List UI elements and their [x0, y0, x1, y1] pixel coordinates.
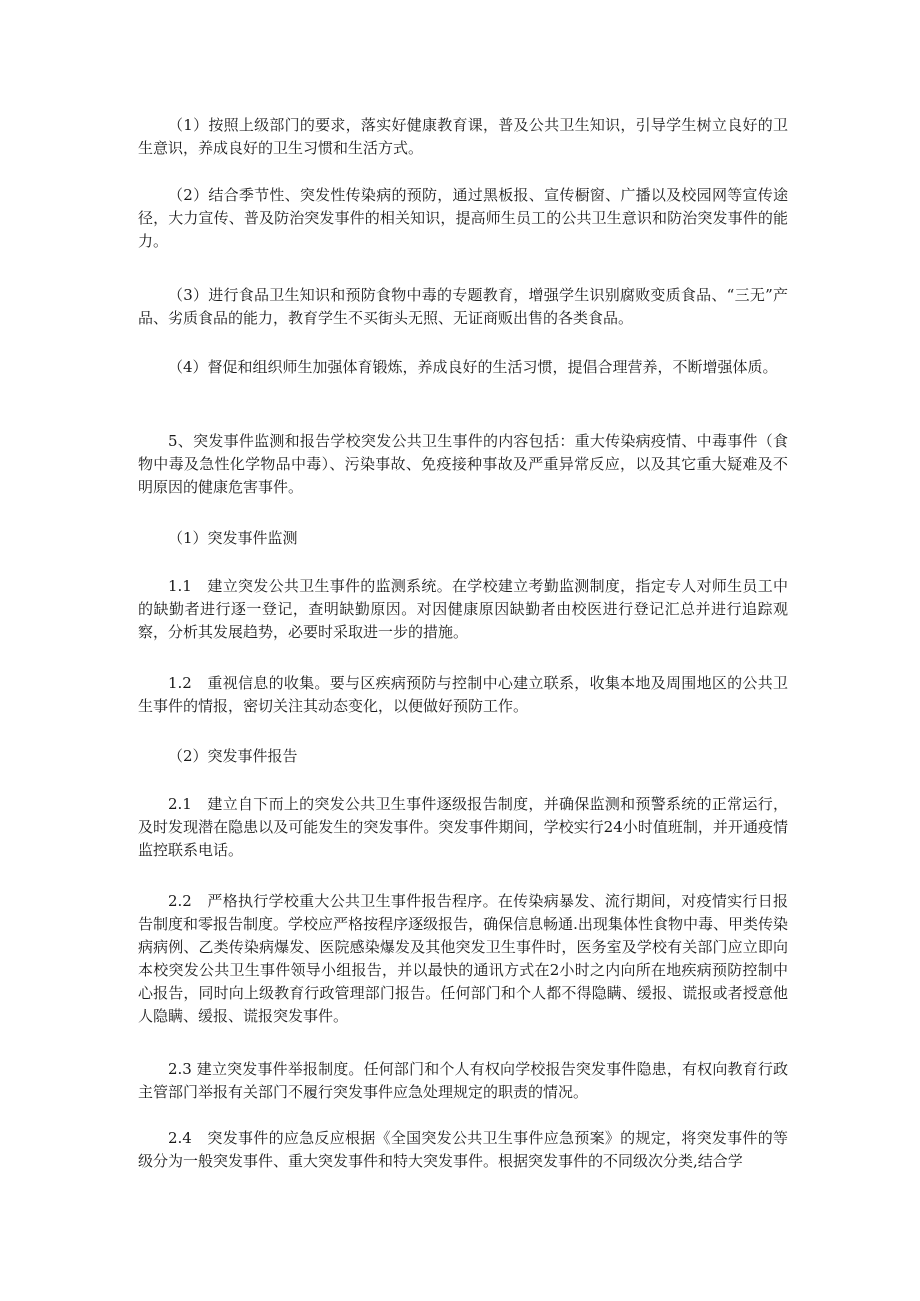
paragraph-1-2: 1.2 重视信息的收集。要与区疾病预防与控制中心建立联系，收集本地及周围地区的公共卫生事件的情报，密切关注其动态变化，以便做好预防工作。: [138, 674, 788, 715]
paragraph-2-4: 2.4 突发事件的应急反应根据《全国突发公共卫生事件应急预案》的规定，将突发事件的等级分为一般突发事件、重大突发事件和特大突发事件。根据突发事件的不同级次分类,结合学: [138, 1129, 788, 1170]
heading-event-monitoring: （1）突发事件监测: [168, 529, 298, 547]
paragraph-monitoring-reporting: 5、突发事件监测和报告学校突发公共卫生事件的内容包括：重大传染病疫情、中毒事件（食物中毒及急性化学物品中毒）、污染事故、免疫接种事故及严重异常反应，以及其它重大疑难及不明原因的健康危害事件。: [138, 432, 788, 496]
paragraph-1-1: 1.1 建立突发公共卫生事件的监测系统。在学校建立考勤监测制度，指定专人对师生员工中的缺勤者进行逐一登记，查明缺勤原因。对因健康原因缺勤者由校医进行登记汇总并进行追踪观察，分析其发展趋势，必要时采取进一步的措施。: [138, 577, 788, 641]
paragraph-physical-exercise: （4）督促和组织师生加强体育锻炼，养成良好的生活习惯，提倡合理营养，不断增强体质。: [168, 358, 778, 376]
paragraph-2-3: 2.3 建立突发事件举报制度。任何部门和个人有权向学校报告突发事件隐患，有权向教育行政主管部门举报有关部门不履行突发事件应急处理规定的职责的情况。: [138, 1060, 788, 1101]
paragraph-food-hygiene: （3）进行食品卫生知识和预防食物中毒的专题教育，增强学生识别腐败变质食品、“三无”产品、劣质食品的能力，教育学生不买街头无照、无证商贩出售的各类食品。: [138, 286, 788, 327]
paragraph-seasonal-prevention: （2）结合季节性、突发性传染病的预防，通过黑板报、宣传橱窗、广播以及校园网等宣传途径，大力宣传、普及防治突发事件的相关知识，提高师生员工的公共卫生意识和防治突发事件的能力。: [138, 186, 788, 250]
paragraph-2-1: 2.1 建立自下而上的突发公共卫生事件逐级报告制度，并确保监测和预警系统的正常运行，及时发现潜在隐患以及可能发生的突发事件。突发事件期间，学校实行24小时值班制，并开通疫情监控联系电话。: [138, 795, 788, 859]
paragraph-2-2: 2.2 严格执行学校重大公共卫生事件报告程序。在传染病暴发、流行期间，对疫情实行日报告制度和零报告制度。学校应严格按程序逐级报告，确保信息畅通.出现集体性食物中毒、甲类传染病病例、乙类传染病爆发、医院感染爆发及其他突发卫生事件时，医务室及学校有关部门应立即向本校突发公共卫生事件领导小组报告，并以最快的通讯方式在2小时之内向所在地疾病预防控制中心报告，同时向上级教育行政管理部门报告。任何部门和个人都不得隐瞒、缓报、谎报或者授意他人隐瞒、缓报、谎报突发事件。: [138, 892, 788, 1025]
paragraph-health-education: （1）按照上级部门的要求，落实好健康教育课，普及公共卫生知识，引导学生树立良好的卫生意识，养成良好的卫生习惯和生活方式。: [138, 116, 788, 157]
heading-event-reporting: （2）突发事件报告: [168, 747, 298, 765]
